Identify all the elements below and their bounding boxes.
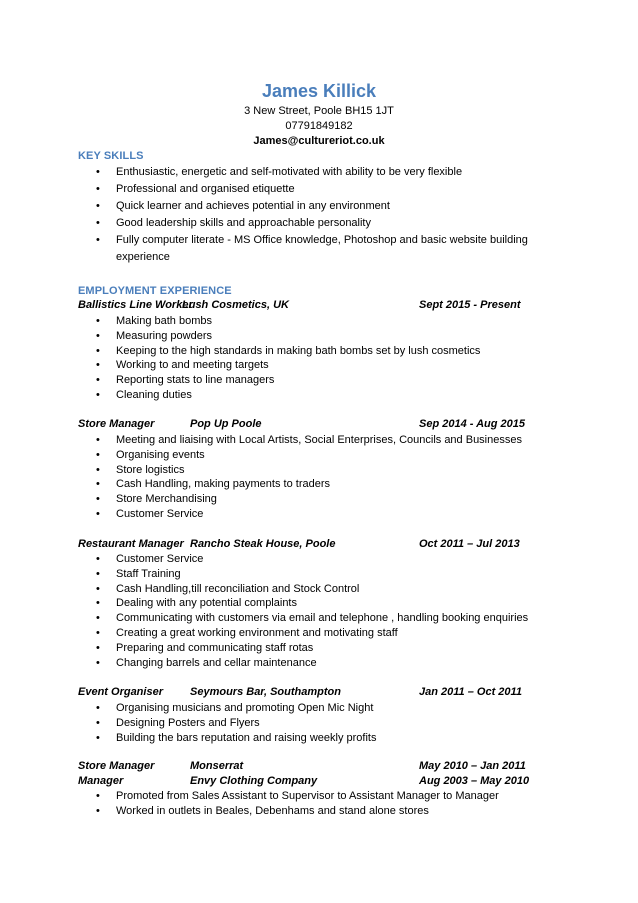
job-header [78, 298, 538, 313]
job-header [78, 537, 538, 552]
job-title: Store Manager [78, 418, 155, 430]
list-item: • Changing barrels and cellar maintenance [78, 656, 538, 671]
job-header [78, 685, 538, 700]
list-item: • Creating a great working environment and motivating staff [78, 626, 538, 641]
list-item: • Dealing with any potential complaints [78, 596, 538, 611]
list-item: • Measuring powders [78, 329, 538, 344]
list-item: • Customer Service [78, 507, 538, 522]
list-item: • Store Merchandising [78, 492, 538, 507]
address: 3 New Street, Poole BH15 1JT [244, 105, 394, 117]
job-dates: Sept 2015 - Present [419, 299, 521, 311]
list-item: • Cleaning duties [78, 388, 538, 403]
email-address: James@cultureriot.co.uk [253, 135, 385, 147]
list-item: • Staff Training [78, 567, 538, 582]
job-header [78, 417, 538, 432]
phone-number: 07791849182 [285, 120, 353, 132]
list-item: • Fully computer literate - MS Office knowledge, Photoshop and basic website building experience [78, 232, 538, 266]
employment-heading: EMPLOYMENT EXPERIENCE [78, 285, 232, 297]
job-title: Event Organiser [78, 686, 163, 698]
list-item: • Quick learner and achieves potential in any environment [78, 198, 538, 215]
job-dates: Jan 2011 – Oct 2011 [419, 686, 522, 698]
list-item: • Organising musicians and promoting Open Mic Night [78, 701, 538, 716]
job-company: Lush Cosmetics, UK [182, 299, 289, 311]
candidate-name: James Killick [261, 81, 377, 101]
job-title: Restaurant Manager [78, 538, 184, 550]
list-item: • Communicating with customers via email and telephone , handling booking enquiries [78, 611, 538, 626]
list-item: • Promoted from Sales Assistant to Supervisor to Assistant Manager to Manager [78, 789, 548, 804]
job-duties-list [78, 433, 538, 522]
job-duties-list [78, 789, 548, 819]
list-item: • Preparing and communicating staff rotas [78, 641, 538, 656]
job-duties-list [78, 552, 538, 670]
job-duties-list [78, 701, 538, 745]
list-item: • Customer Service [78, 552, 538, 567]
list-item: • Good leadership skills and approachable personality [78, 215, 538, 232]
list-item: • Meeting and liaising with Local Artists, Social Enterprises, Councils and Businesses [78, 433, 538, 448]
job-dates: Oct 2011 – Jul 2013 [419, 538, 520, 550]
job-dates: Sep 2014 - Aug 2015 [419, 418, 525, 430]
job-dates: May 2010 – Jan 2011 [419, 760, 526, 772]
key-skills-list [78, 164, 538, 266]
list-item: • Reporting stats to line managers [78, 373, 538, 388]
list-item: • Designing Posters and Flyers [78, 716, 538, 731]
list-item: • Building the bars reputation and raising weekly profits [78, 731, 538, 746]
job-company: Monserrat [190, 760, 244, 772]
job-company: Seymours Bar, Southampton [190, 686, 341, 698]
list-item: • Enthusiastic, energetic and self-motivated with ability to be very flexible [78, 164, 538, 181]
job-company: Rancho Steak House, Poole [190, 538, 336, 550]
list-item: • Organising events [78, 448, 538, 463]
job-title: Manager [78, 775, 124, 787]
list-item: • Professional and organised etiquette [78, 181, 538, 198]
job-title: Store Manager [78, 760, 155, 772]
job-duties-list [78, 314, 538, 403]
list-item: • Store logistics [78, 463, 538, 478]
job-company: Pop Up Poole [190, 418, 262, 430]
list-item: • Worked in outlets in Beales, Debenhams and stand alone stores [78, 804, 548, 819]
job-header [78, 774, 538, 789]
list-item: • Working to and meeting targets [78, 358, 538, 373]
job-header [78, 759, 538, 774]
job-dates: Aug 2003 – May 2010 [419, 775, 530, 787]
list-item: • Making bath bombs [78, 314, 538, 329]
list-item: • Cash Handling, making payments to traders [78, 477, 538, 492]
job-title: Ballistics Line Worker [78, 299, 193, 311]
job-company: Envy Clothing Company [190, 775, 318, 787]
list-item: • Keeping to the high standards in making bath bombs set by lush cosmetics [78, 344, 538, 359]
key-skills-heading: KEY SKILLS [78, 150, 144, 162]
list-item: • Cash Handling,till reconciliation and Stock Control [78, 582, 538, 597]
